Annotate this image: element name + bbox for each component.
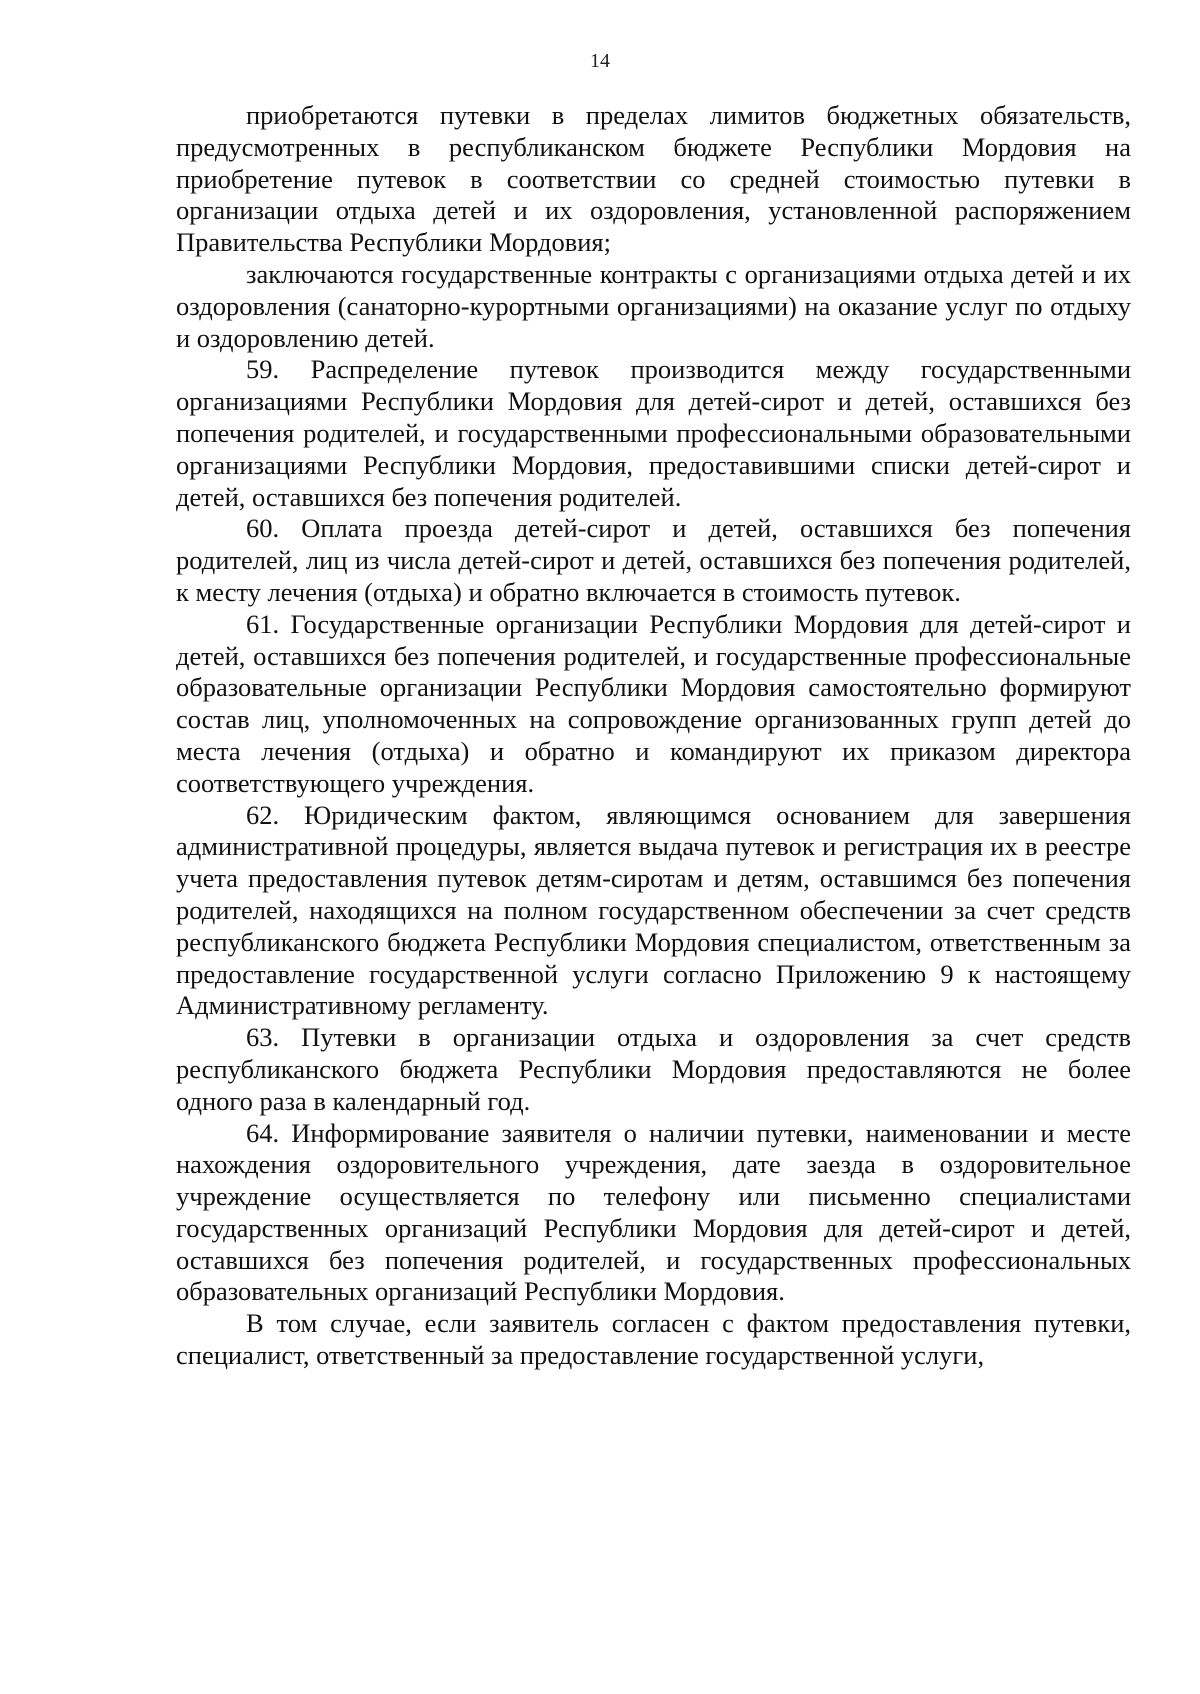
paragraph-item-60: 60. Оплата проезда детей-сирот и детей, оставшихся без попечения родителей, лиц из числа детей-сирот и детей, оставшихся без попечения родителей, к месту лечения (отдыха) и обратно включается в стоимость путевок. — [176, 513, 1131, 607]
page-number: 14 — [590, 50, 610, 72]
paragraph-item-59: 59. Распределение путевок производится между государственными организациями Республики Мордовия для детей-сирот и детей, оставшихся без попечения родителей, и государственными профессиональными образовательными организациями Республики Мордовия, предоставившими списки детей-сирот и детей, оставшихся без попечения родителей. — [176, 354, 1131, 512]
paragraph: заключаются государственные контракты с организациями отдыха детей и их оздоровления (санаторно-курортными организациями) на оказание услуг по отдыху и оздоровлению детей. — [176, 258, 1131, 353]
paragraph-item-64: 64. Информирование заявителя о наличии путевки, наименовании и месте нахождения оздоровительного учреждения, дате заезда в оздоровительное учреждение осуществляется по телефону или письменно специалистами государственных организаций Республики Мордовия для детей-сирот и детей, оставшихся без попечения родителей, и государственных профессиональных образовательных организаций Республики Мордовия. — [176, 1117, 1131, 1307]
paragraph-item-63: 63. Путевки в организации отдыха и оздоровления за счет средств республиканского бюджета Республики Мордовия предоставляются не более одного раза в календарный год. — [176, 1022, 1131, 1116]
document-body — [176, 100, 1131, 1372]
paragraph-item-61: 61. Государственные организации Республики Мордовия для детей-сирот и детей, оставшихся без попечения родителей, и государственные профессиональные образовательные организации Республики Мордовия самостоятельно формируют состав лиц, уполномоченных на сопровождение организованных групп детей до места лечения (отдыха) и обратно и командируют их приказом директора соответствующего учреждения. — [176, 608, 1131, 798]
paragraph: приобретаются путевки в пределах лимитов бюджетных обязательств, предусмотренных в республиканском бюджете Республики Мордовия на приобретение путевок в соответствии со средней стоимостью путевки в организации отдыха детей и их оздоровления, установленной распоряжением Правительства Республики Мордовия; — [176, 100, 1131, 258]
paragraph: В том случае, если заявитель согласен с фактом предоставления путевки, специалист, ответственный за предоставление государственной услуги, — [176, 1308, 1131, 1371]
paragraph-item-62: 62. Юридическим фактом, являющимся основанием для завершения административной процедуры, является выдача путевок и регистрация их в реестре учета предоставления путевок детям-сиротам и детям, оставшимся без попечения родителей, находящихся на полном государственном обеспечении за счет средств республиканского бюджета Республики Мордовия специалистом, ответственным за предоставление государственной услуги согласно Приложению 9 к настоящему Административному регламенту. — [176, 799, 1131, 1021]
